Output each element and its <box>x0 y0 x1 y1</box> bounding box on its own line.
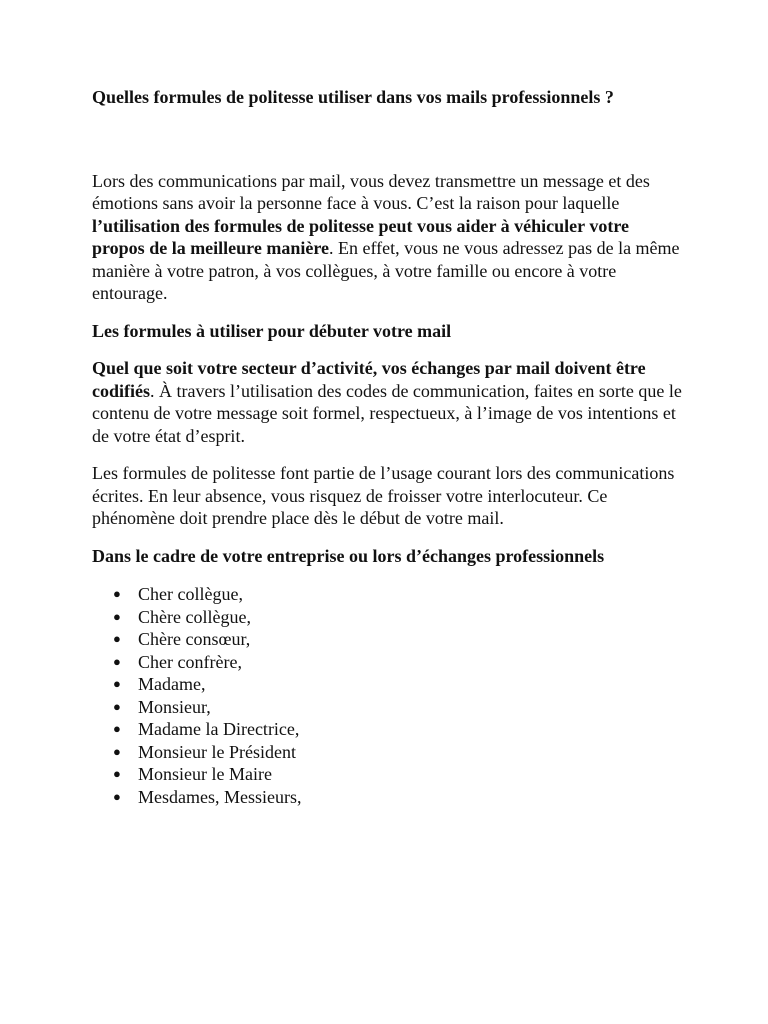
list-item-text: Monsieur le Président <box>138 741 296 762</box>
list-item-text: Monsieur, <box>138 696 211 717</box>
list-item-text: Mesdames, Messieurs, <box>138 786 302 807</box>
bullet-icon: ● <box>113 698 121 714</box>
list-item-text: Madame, <box>138 674 206 694</box>
list-item <box>92 786 682 809</box>
bullet-icon: ● <box>113 766 121 781</box>
paragraph-usage: Les formules de politesse font partie de l’usage courant lors des communications écrites. En leur absence, vous risquez de froisser votre interlocuteur. Ce phénomène doit prendre place dès le début de votre mail. <box>92 463 675 528</box>
bullet-icon: ● <box>113 586 121 601</box>
intro-text-before: Lors des communications par mail, vous devez transmettre un message et des émotions sans avoir la personne face à vous. C’est la raison pour laquelle <box>92 170 650 213</box>
bullet-icon: ● <box>113 788 121 804</box>
bullet-icon: ● <box>113 676 121 691</box>
bullet-icon: ● <box>113 743 121 759</box>
section-heading-debuter: Les formules à utiliser pour débuter votre mail <box>92 320 452 341</box>
list-item <box>92 651 682 674</box>
list-item <box>92 741 682 764</box>
intro-text-after: . En effet, vous ne vous adressez pas de la même manière à votre patron, à vos collègues, à votre famille ou encore à votre entourage. <box>92 238 680 303</box>
list-item <box>92 718 682 741</box>
section-heading-entreprise: Dans le cadre de votre entreprise ou lors d’échanges professionnels <box>92 545 605 566</box>
list-item-text: Madame la Directrice, <box>138 719 300 739</box>
list-item-text: Chère consœur, <box>138 629 251 649</box>
paragraph-codifies <box>92 357 682 447</box>
bullet-icon: ● <box>113 608 121 624</box>
list-item <box>92 628 682 651</box>
document-page <box>92 86 682 808</box>
bullet-icon: ● <box>113 631 121 646</box>
list-item <box>92 606 682 629</box>
bullet-icon: ● <box>113 721 121 736</box>
list-item-text: Monsieur le Maire <box>138 764 272 784</box>
list-item-text: Chère collègue, <box>138 606 251 627</box>
bullet-icon: ● <box>113 653 121 669</box>
list-item-text: Cher collègue, <box>138 584 243 604</box>
list-item <box>92 583 682 606</box>
list-item <box>92 673 682 696</box>
intro-bold-text: l’utilisation des formules de politesse peut vous aider à véhiculer votre propos de la meilleure manière <box>92 215 629 258</box>
intro-paragraph <box>92 170 682 305</box>
list-item-text: Cher confrère, <box>138 651 242 672</box>
paragraph-codifies-text: . À travers l’utilisation des codes de communication, faites en sorte que le contenu de votre message soit formel, respectueux, à l’image de vos intentions et de votre état d’esprit. <box>92 380 682 446</box>
paragraph-codifies-bold: Quel que soit votre secteur d’activité, vos échanges par mail doivent être codifiés <box>92 358 646 401</box>
list-item <box>92 763 682 786</box>
greetings-list <box>92 583 682 808</box>
document-title: Quelles formules de politesse utiliser dans vos mails professionnels ? <box>92 87 614 107</box>
list-item <box>92 696 682 719</box>
